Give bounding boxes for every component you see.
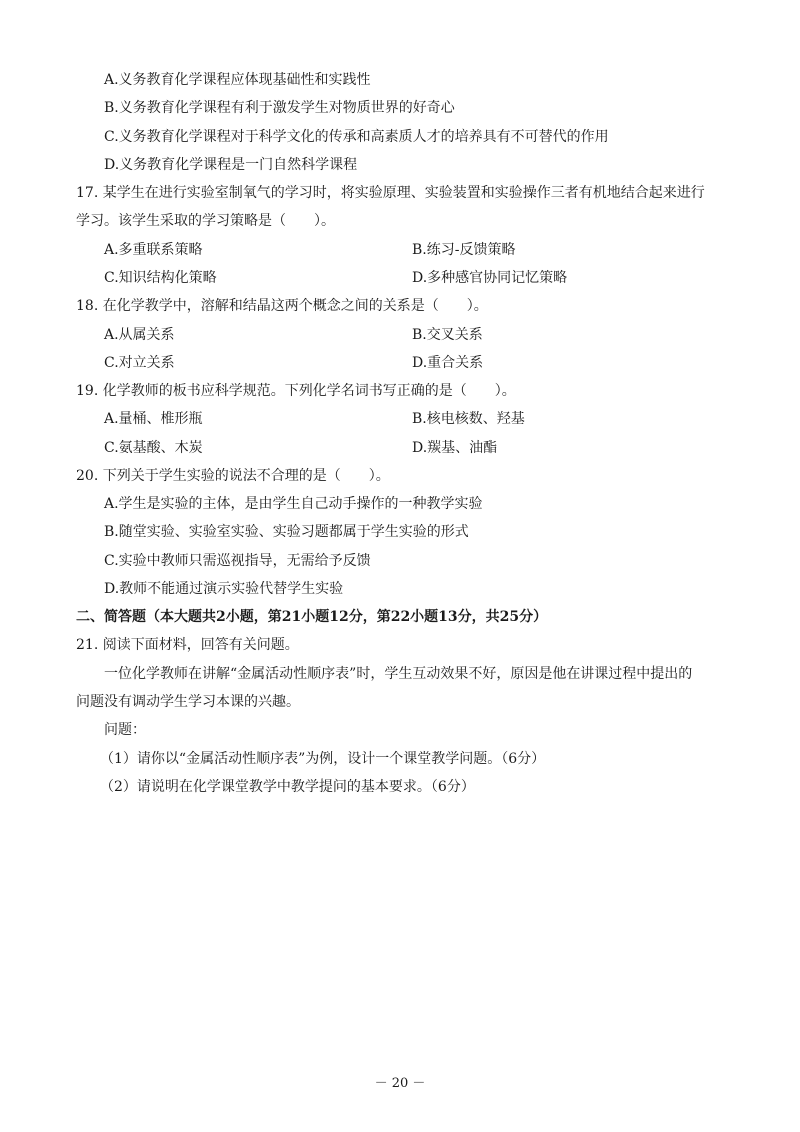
q17-option-b: B.练习-反馈策略: [412, 242, 516, 258]
q17-option-c: C.知识结构化策略: [104, 270, 217, 286]
q20-option-d: D.教师不能通过演示实验代替学生实验: [104, 581, 344, 597]
q16-option-a: A.义务教育化学课程应体现基础性和实践性: [104, 72, 371, 88]
q21-material-line2: 问题没有调动学生学习本课的兴趣。: [76, 694, 300, 710]
q18-option-d: D.重合关系: [412, 355, 484, 371]
q20-option-b: B.随堂实验、实验室实验、实验习题都属于学生实验的形式: [104, 524, 469, 540]
q21-subquestion-2: （2）请说明在化学课堂教学中教学提问的基本要求。（6分）: [100, 779, 475, 795]
q18-option-c: C.对立关系: [104, 355, 175, 371]
q17-stem-line1: 17. 某学生在进行实验室制氧气的学习时，将实验原理、实验装置和实验操作三者有机地结合起来进行: [76, 185, 705, 201]
q20-option-c: C.实验中教师只需巡视指导，无需给予反馈: [104, 553, 371, 569]
q18-option-a: A.从属关系: [104, 327, 175, 343]
page-number: － 20 －: [374, 1076, 426, 1091]
q21-question-label: 问题：: [104, 722, 146, 738]
q20-option-a: A.学生是实验的主体，是由学生自己动手操作的一种教学实验: [104, 496, 483, 512]
q16-option-b: B.义务教育化学课程有利于激发学生对物质世界的好奇心: [104, 100, 455, 116]
q21-subquestion-1: （1）请你以“金属活动性顺序表”为例，设计一个课堂教学问题。（6分）: [100, 751, 546, 767]
q19-stem: 19. 化学教师的板书应科学规范。下列化学名词书写正确的是（ ）。: [76, 383, 516, 399]
q19-option-d: D.羰基、油酯: [412, 440, 498, 456]
q20-stem: 20. 下列关于学生实验的说法不合理的是（ ）。: [76, 468, 390, 484]
q19-option-c: C.氨基酸、木炭: [104, 440, 203, 456]
q19-option-a: A.量桶、椎形瓶: [104, 411, 203, 427]
q17-option-a: A.多重联系策略: [104, 242, 203, 258]
q21-stem: 21. 阅读下面材料，回答有关问题。: [76, 637, 299, 653]
q18-option-b: B.交叉关系: [412, 327, 483, 343]
q17-option-d: D.多种感官协同记忆策略: [412, 270, 568, 286]
q18-stem: 18. 在化学教学中，溶解和结晶这两个概念之间的关系是（ ）。: [76, 298, 488, 314]
q17-stem-line2: 学习。该学生采取的学习策略是（ ）。: [76, 213, 335, 229]
section-2-heading: 二、简答题（本大题共2小题，第21小题12分，第22小题13分，共25分）: [76, 609, 548, 625]
q16-option-c: C.义务教育化学课程对于科学文化的传承和高素质人才的培养具有不可替代的作用: [104, 129, 609, 145]
q19-option-b: B.核电核数、羟基: [412, 411, 525, 427]
q16-option-d: D.义务教育化学课程是一门自然科学课程: [104, 157, 358, 173]
q21-material-line1: 一位化学教师在讲解“金属活动性顺序表”时，学生互动效果不好，原因是他在讲课过程中提出的: [104, 666, 693, 682]
